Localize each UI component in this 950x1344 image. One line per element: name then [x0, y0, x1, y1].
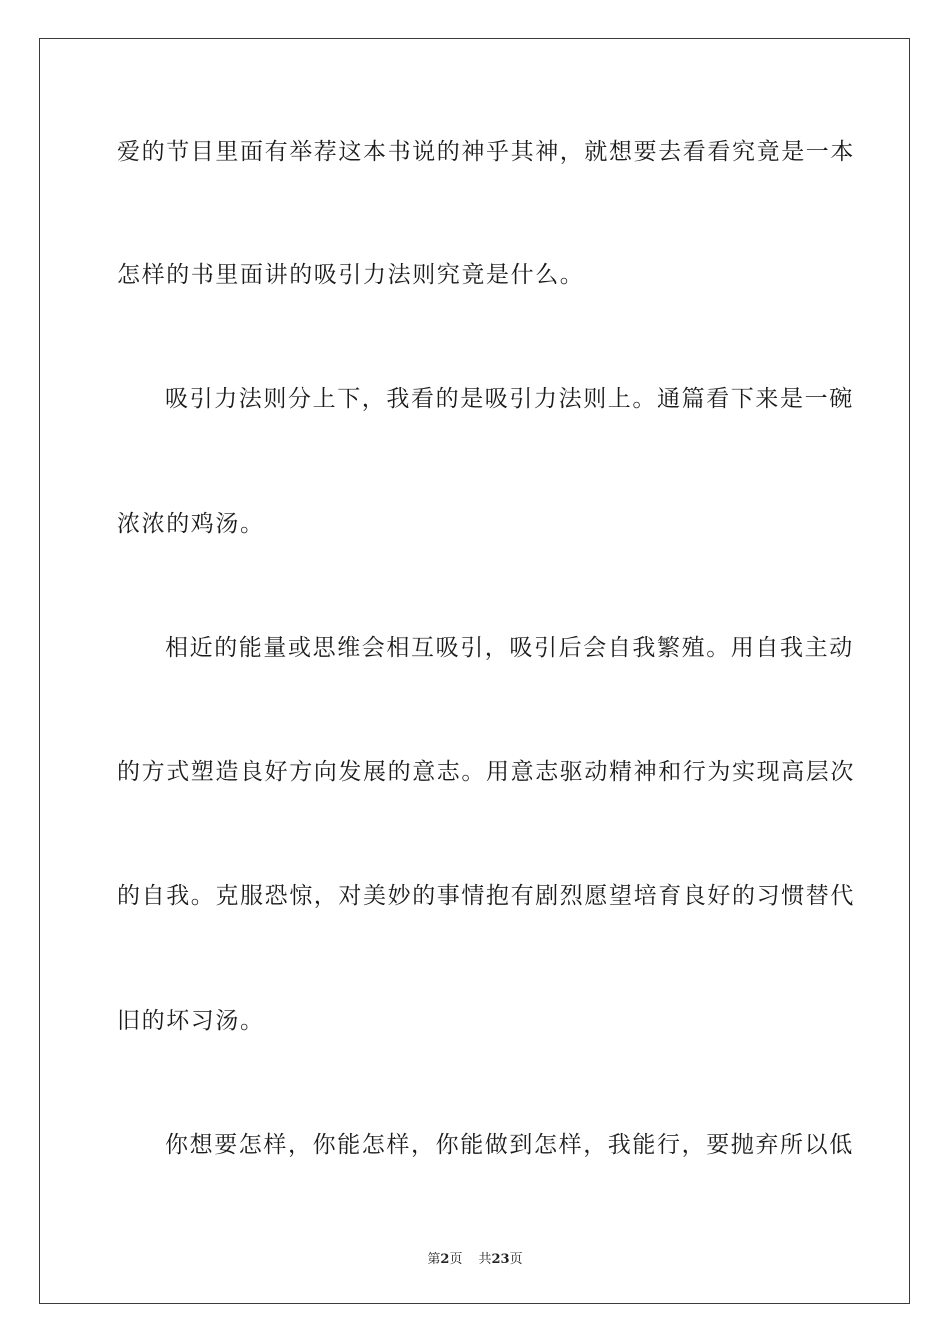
- text-line-7: 的自我。克服恐惊，对美妙的事情抱有剧烈愿望培育良好的习惯替代: [117, 883, 855, 909]
- text-line-8: 旧的坏习汤。: [117, 1008, 265, 1034]
- page-prefix: 第: [427, 1252, 441, 1267]
- text-line-9: 你想要怎样，你能怎样，你能做到怎样，我能行，要抛弃所以低: [165, 1132, 854, 1158]
- text-line-3: 吸引力法则分上下，我看的是吸引力法则上。通篇看下来是一碗: [165, 386, 854, 412]
- text-line-4: 浓浓的鸡汤。: [117, 511, 265, 537]
- page-border: [39, 38, 910, 1304]
- text-line-5: 相近的能量或思维会相互吸引，吸引后会自我繁殖。用自我主动: [165, 635, 854, 661]
- page-number: 2: [440, 1252, 450, 1267]
- page-suffix: 页: [449, 1252, 463, 1267]
- text-line-2: 怎样的书里面讲的吸引力法则究竟是什么。: [117, 262, 585, 288]
- total-pages: 23: [491, 1252, 510, 1267]
- page-footer: [0, 1248, 950, 1267]
- text-line-6: 的方式塑造良好方向发展的意志。用意志驱动精神和行为实现高层次: [117, 759, 855, 785]
- total-suffix: 页: [509, 1252, 523, 1267]
- text-line-1: 爱的节目里面有举荐这本书说的神乎其神，就想要去看看究竟是一本: [117, 139, 855, 165]
- total-prefix: 共: [478, 1252, 492, 1267]
